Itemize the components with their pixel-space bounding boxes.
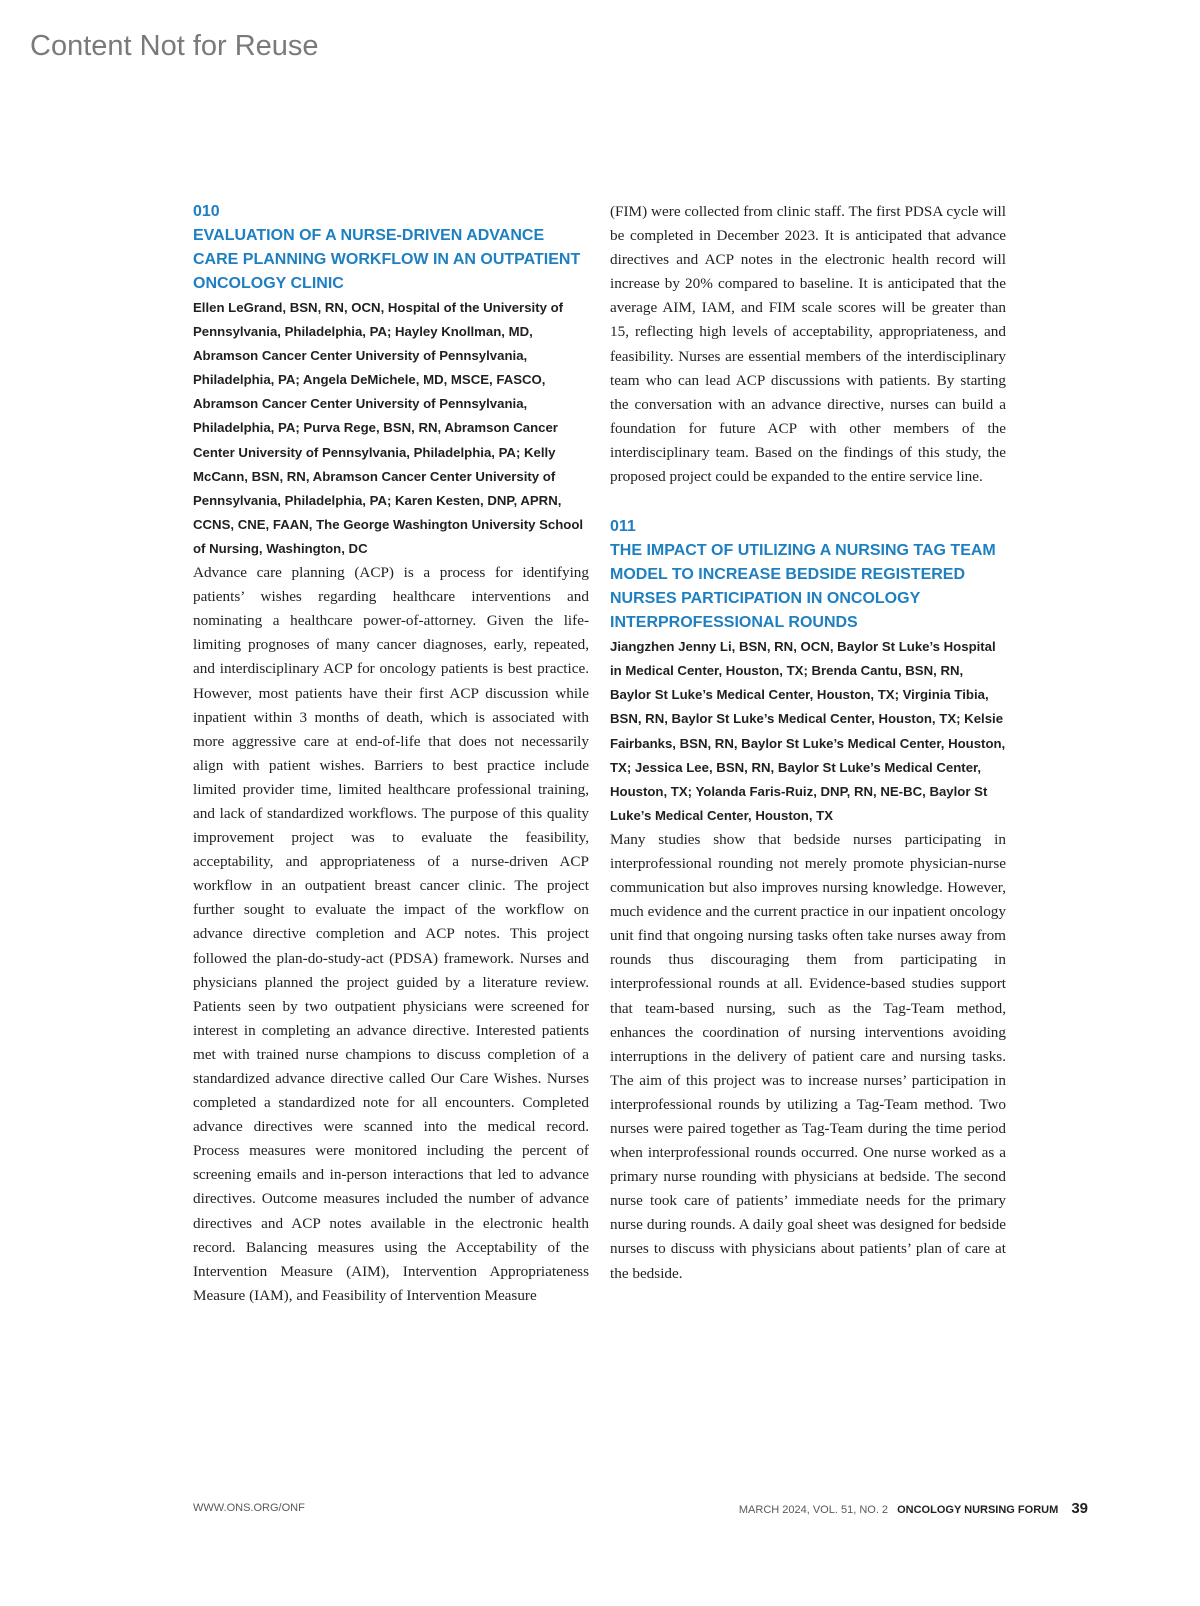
- page-number: 39: [1071, 1500, 1088, 1517]
- abstract-authors: Jiangzhen Jenny Li, BSN, RN, OCN, Baylor St Luke’s Hospital in Medical Center, Houston, TX; Brenda Cantu, BSN, RN, Baylor St Luke’s Medical Center, Houston, TX; Virginia Tibia, BSN, RN, Baylor St Luke’s Medical Center, Houston, TX; Kelsie Fairbanks, BSN, RN, Baylor St Luke’s Medical Center, Houston, TX; Jessica Lee, BSN, RN, Baylor St Luke’s Medical Center, Houston, TX; Yolanda Faris-Ruiz, DNP, RN, NE-BC, Baylor St Luke’s Medical Center, Houston, TX: [610, 639, 1006, 823]
- footer-url: WWW.ONS.ORG/ONF: [193, 1502, 305, 1514]
- footer-issue: MARCH 2024, VOL. 51, NO. 2: [738, 1504, 889, 1516]
- abstract-title: THE IMPACT OF UTILIZING A NURSING TAG TEAM MODEL TO INCREASE BEDSIDE REGISTERED NURSES PARTICIPATION IN ONCOLOGY INTERPROFESSIONAL ROUNDS: [610, 542, 996, 632]
- left-column: [193, 200, 589, 1308]
- abstract-body: Advance care planning (ACP) is a process for identifying patients’ wishes regarding healthcare interventions and nominating a healthcare power-of-attorney. Given the life-limiting prognoses of many cancer diagnoses, early, repeated, and interdisciplinary ACP for oncology patients is best practice. However, most patients have their first ACP discussion while inpatient within 3 months of death, which is associated with more aggressive care at end-of-life that does not necessarily align with patient wishes. Barriers to best practice include limited provider time, limited healthcare professional training, and lack of standardized workflows. The purpose of this quality improvement project was to evaluate the feasibility, acceptability, and appropriateness of a nurse-driven ACP workflow in an outpatient breast cancer clinic. The project further sought to evaluate the impact of the workflow on advance directive completion and ACP notes. This project followed the plan-do-study-act (PDSA) framework. Nurses and physicians planned the project guided by a literature review. Patients seen by two outpatient physicians were screened for interest in completing an advance directive. Interested patients met with trained nurse champions to discuss completion of a standardized advance directive called Our Care Wishes. Nurses completed a standardized note for all encounters. Completed advance directives were scanned into the medical record. Process measures were monitored including the percent of screening emails and in-person interactions that led to advance directives. Outcome measures included the number of advance directives and ACP notes available in the electronic health record. Balancing measures using the Acceptability of the Intervention Measure (AIM), Intervention Appropriateness Measure (IAM), and Feasibility of Intervention Measure: [193, 564, 589, 1304]
- abstract-authors: Ellen LeGrand, BSN, RN, OCN, Hospital of the University of Pennsylvania, Philadelphia, PA; Hayley Knollman, MD, Abramson Cancer Center University of Pennsylvania, Philadelphia, PA; Angela DeMichele, MD, MSCE, FASCO, Abramson Cancer Center University of Pennsylvania, Philadelphia, PA; Purva Rege, BSN, RN, Abramson Cancer Center University of Pennsylvania, Philadelphia, PA; Kelly McCann, BSN, RN, Abramson Cancer Center University of Pennsylvania, Philadelphia, PA; Karen Kesten, DNP, APRN, CCNS, CNE, FAAN, The George Washington University School of Nursing, Washington, DC: [193, 300, 584, 556]
- footer-citation: [739, 1500, 1088, 1517]
- abstract-title: EVALUATION OF A NURSE-DRIVEN ADVANCE CARE PLANNING WORKFLOW IN AN OUTPATIENT ONCOLOGY CLINIC: [193, 227, 581, 292]
- abstract-number: 011: [610, 518, 636, 536]
- right-column: [610, 200, 1006, 1286]
- footer-journal: ONCOLOGY NURSING FORUM: [897, 1504, 1059, 1516]
- abstract-body-continued: (FIM) were collected from clinic staff. The first PDSA cycle will be completed in December 2023. It is anticipated that advance directives and ACP notes in the electronic health record will increase by 20% compared to baseline. It is anticipated that the average AIM, IAM, and FIM scale scores will be greater than 15, reflecting high levels of acceptability, appropriateness, and feasibility. Nurses are essential members of the interdisciplinary team who can lead ACP discussions with patients. By starting the conversation with an advance directive, nurses can build a foundation for future ACP with other members of the interdisciplinary team. Based on the findings of this study, the proposed project could be expanded to the entire service line.: [610, 203, 1006, 486]
- abstract-number: 010: [193, 203, 220, 220]
- watermark: Content Not for Reuse: [30, 30, 319, 62]
- abstract-body: Many studies show that bedside nurses participating in interprofessional rounding not merely promote physician-nurse communication but also improves nursing knowledge. However, much evidence and the current practice in our inpatient oncology unit find that ongoing nursing tasks often take nurses away from rounds thus discouraging them from participating in interprofessional rounds at all. Evidence-based studies support that team-based nursing, such as the Tag-Team method, enhances the coordination of nursing interventions avoiding interruptions in the delivery of patient care and nursing tasks. The aim of this project was to increase nurses’ participation in interprofessional rounds by utilizing a Tag-Team method. Two nurses were paired together as Tag-Team during the time period when interprofessional rounds occurred. One nurse worked as a primary nurse rounding with physicians at bedside. The second nurse took care of patients’ immediate needs for the primary nurse during rounds. A daily goal sheet was designed for bedside nurses to discuss with physicians about patients’ plan of care at the bedside.: [610, 830, 1006, 1282]
